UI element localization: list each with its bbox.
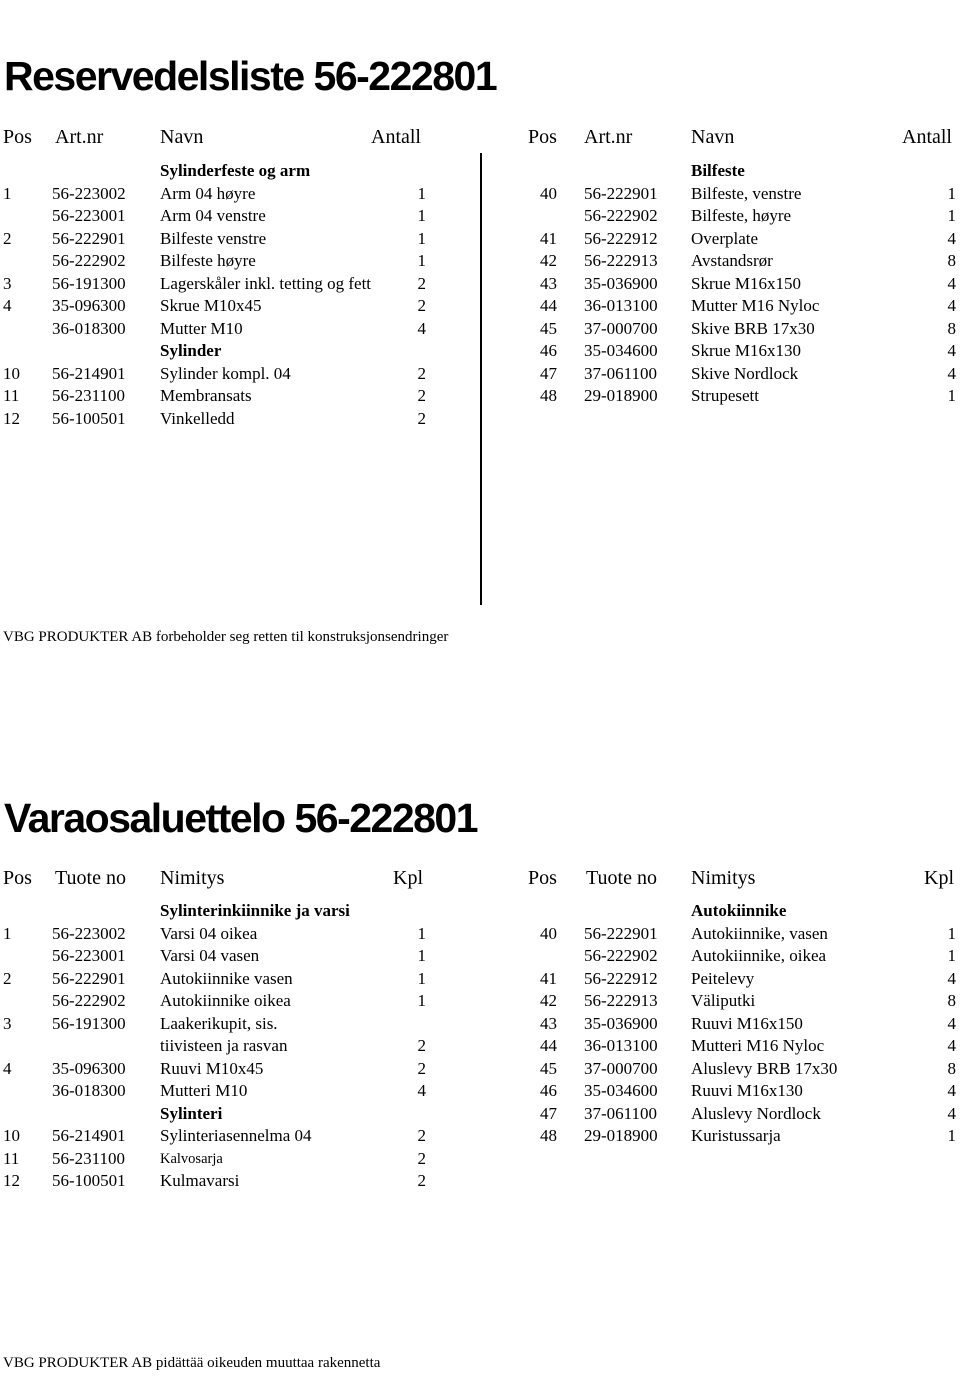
table-row bbox=[528, 923, 960, 946]
part-qty: 4 bbox=[947, 228, 956, 248]
part-qty: 4 bbox=[947, 273, 956, 293]
part-pos: 3 bbox=[3, 1013, 12, 1033]
part-name: Ruuvi M10x45 bbox=[160, 1058, 264, 1078]
header-qty: Kpl bbox=[393, 867, 423, 889]
part-name: Mutteri M10 bbox=[160, 1081, 248, 1100]
table-row bbox=[528, 273, 960, 296]
table-row bbox=[528, 205, 960, 228]
part-qty: 2 bbox=[417, 1036, 426, 1055]
table-row bbox=[528, 228, 960, 251]
header-qty: Antall bbox=[902, 126, 952, 148]
part-name: Mutter M16 Nyloc bbox=[691, 296, 820, 315]
part-qty: 4 bbox=[947, 363, 956, 383]
part-number: 56-223001 bbox=[52, 946, 126, 965]
part-number: 36-018300 bbox=[52, 318, 126, 338]
part-qty: 1 bbox=[947, 1126, 956, 1145]
header-name: Navn bbox=[160, 126, 204, 148]
group-heading bbox=[0, 160, 480, 183]
part-qty: 1 bbox=[947, 386, 956, 405]
part-number: 56-231100 bbox=[52, 386, 126, 405]
header-art: Tuote no bbox=[55, 867, 126, 889]
parts-table-left bbox=[0, 900, 480, 1193]
part-pos: 2 bbox=[3, 228, 12, 248]
part-name: Ruuvi M16x130 bbox=[691, 1081, 803, 1100]
table-row bbox=[0, 183, 480, 206]
part-name: Arm 04 høyre bbox=[160, 183, 256, 203]
part-number: 56-100501 bbox=[52, 1171, 126, 1190]
header-art: Art.nr bbox=[55, 126, 104, 148]
part-qty: 4 bbox=[417, 1081, 426, 1100]
table-row bbox=[528, 250, 960, 273]
table-row bbox=[528, 1103, 960, 1126]
group-name: Autokiinnike bbox=[691, 901, 787, 920]
part-number: 56-223001 bbox=[52, 206, 126, 225]
table-row bbox=[0, 1058, 480, 1081]
part-name: Kuristussarja bbox=[691, 1126, 781, 1145]
group-name: Sylinterinkiinnike ja varsi bbox=[160, 901, 350, 920]
table-row bbox=[0, 250, 480, 273]
part-number: 35-034600 bbox=[584, 1081, 658, 1100]
part-name: Laakerikupit, sis. bbox=[160, 1013, 278, 1033]
table-row bbox=[0, 408, 480, 431]
table-row bbox=[528, 340, 960, 363]
header-art: Tuote no bbox=[586, 867, 657, 889]
part-name: Membransats bbox=[160, 386, 252, 405]
part-pos: 40 bbox=[540, 923, 557, 943]
part-qty: 1 bbox=[417, 968, 426, 988]
footer-note-fi: VBG PRODUKTER AB pidättää oikeuden muuttaa rakennetta bbox=[3, 1355, 381, 1371]
table-row bbox=[0, 1125, 480, 1148]
part-name: Autokiinnike, vasen bbox=[691, 923, 828, 943]
part-name: Väliputki bbox=[691, 991, 756, 1010]
column-divider bbox=[480, 153, 482, 605]
header-qty: Antall bbox=[371, 126, 421, 148]
part-number: 56-191300 bbox=[52, 273, 126, 293]
group-heading bbox=[0, 900, 480, 923]
part-pos: 12 bbox=[3, 408, 20, 428]
part-number: 56-222901 bbox=[584, 183, 658, 203]
part-name: Kalvosarja bbox=[160, 1150, 223, 1167]
part-number: 37-000700 bbox=[584, 318, 658, 338]
part-name: Mutteri M16 Nyloc bbox=[691, 1036, 825, 1055]
part-pos: 42 bbox=[540, 251, 557, 270]
part-number: 56-222913 bbox=[584, 251, 658, 270]
group-name: Bilfeste bbox=[691, 161, 745, 180]
part-pos: 47 bbox=[540, 363, 557, 383]
part-number: 29-018900 bbox=[584, 1126, 658, 1145]
part-pos: 43 bbox=[540, 273, 557, 293]
table-row bbox=[528, 1013, 960, 1036]
parts-table-right bbox=[528, 160, 960, 408]
part-name: tiivisteen ja rasvan bbox=[160, 1036, 288, 1055]
part-name: Skrue M10x45 bbox=[160, 296, 262, 315]
column-headers bbox=[0, 867, 960, 897]
part-name: Ruuvi M16x150 bbox=[691, 1013, 803, 1033]
part-number: 36-018300 bbox=[52, 1081, 126, 1100]
table-row bbox=[0, 318, 480, 341]
part-name: Sylinteriasennelma 04 bbox=[160, 1126, 312, 1145]
part-number: 35-096300 bbox=[52, 296, 126, 315]
footer-note-no: VBG PRODUKTER AB forbeholder seg retten til konstruksjonsendringer bbox=[3, 629, 449, 645]
group-name: Sylinteri bbox=[160, 1103, 223, 1123]
part-number: 35-036900 bbox=[584, 1013, 658, 1033]
part-name: Aluslevy Nordlock bbox=[691, 1103, 821, 1123]
part-qty: 1 bbox=[417, 251, 426, 270]
table-row bbox=[528, 945, 960, 968]
part-number: 56-191300 bbox=[52, 1013, 126, 1033]
part-qty: 2 bbox=[417, 1148, 426, 1168]
part-name: Skive BRB 17x30 bbox=[691, 318, 815, 338]
table-row bbox=[0, 273, 480, 296]
table-row bbox=[528, 1125, 960, 1148]
table-row bbox=[0, 295, 480, 318]
part-number: 56-222902 bbox=[584, 206, 658, 225]
part-pos: 45 bbox=[540, 318, 557, 338]
group-name: Sylinderfeste og arm bbox=[160, 161, 311, 180]
part-name: Skrue M16x130 bbox=[691, 341, 802, 360]
part-qty: 1 bbox=[947, 183, 956, 203]
part-name: Bilfeste, venstre bbox=[691, 183, 802, 203]
part-qty: 4 bbox=[417, 318, 426, 338]
part-qty: 2 bbox=[417, 1171, 426, 1190]
header-name: Navn bbox=[691, 126, 735, 148]
table-row bbox=[528, 990, 960, 1013]
part-number: 56-222912 bbox=[584, 228, 658, 248]
table-row bbox=[0, 1148, 480, 1171]
table-row bbox=[528, 1080, 960, 1103]
part-name: Peitelevy bbox=[691, 968, 755, 988]
part-number: 56-222912 bbox=[584, 968, 658, 988]
parts-table-left bbox=[0, 160, 480, 430]
part-pos: 44 bbox=[540, 296, 557, 315]
part-qty: 1 bbox=[417, 206, 426, 225]
part-pos: 47 bbox=[540, 1103, 557, 1123]
part-pos: 41 bbox=[540, 968, 557, 988]
table-row bbox=[0, 1080, 480, 1103]
part-name: Bilfeste, høyre bbox=[691, 206, 792, 225]
part-name: Bilfeste høyre bbox=[160, 251, 256, 270]
part-name: Overplate bbox=[691, 228, 759, 248]
part-pos: 11 bbox=[3, 386, 20, 405]
part-number: 36-013100 bbox=[584, 296, 658, 315]
part-qty: 4 bbox=[947, 341, 956, 360]
table-row bbox=[528, 1035, 960, 1058]
part-pos: 48 bbox=[540, 1126, 557, 1145]
part-qty: 1 bbox=[417, 228, 426, 248]
parts-table-right bbox=[528, 900, 960, 1148]
part-name: Varsi 04 vasen bbox=[160, 946, 260, 965]
page-title-no: Reservedelsliste 56-222801 bbox=[4, 53, 497, 99]
part-qty: 4 bbox=[947, 1081, 956, 1100]
part-qty: 2 bbox=[417, 363, 426, 383]
header-pos: Pos bbox=[528, 126, 557, 148]
part-pos: 48 bbox=[540, 386, 557, 405]
part-number: 56-222901 bbox=[52, 228, 126, 248]
part-qty: 1 bbox=[417, 946, 426, 965]
part-number: 56-231100 bbox=[52, 1148, 126, 1168]
group-name: Sylinder bbox=[160, 341, 222, 360]
part-qty: 2 bbox=[417, 1126, 426, 1145]
part-name: Skrue M16x150 bbox=[691, 273, 802, 293]
part-qty: 8 bbox=[947, 1058, 956, 1078]
part-number: 35-034600 bbox=[584, 341, 658, 360]
part-number: 36-013100 bbox=[584, 1036, 658, 1055]
part-name: Sylinder kompl. 04 bbox=[160, 363, 291, 383]
header-name: Nimitys bbox=[691, 867, 756, 889]
part-name: Vinkelledd bbox=[160, 408, 235, 428]
part-number: 56-222902 bbox=[584, 946, 658, 965]
part-qty: 1 bbox=[417, 183, 426, 203]
header-pos: Pos bbox=[3, 867, 32, 889]
part-qty: 8 bbox=[947, 318, 956, 338]
header-name: Nimitys bbox=[160, 867, 225, 889]
table-row bbox=[528, 968, 960, 991]
group-heading bbox=[0, 340, 480, 363]
part-qty: 4 bbox=[947, 968, 956, 988]
part-name: Arm 04 venstre bbox=[160, 206, 266, 225]
part-qty: 2 bbox=[417, 273, 426, 293]
part-pos: 42 bbox=[540, 991, 557, 1010]
part-qty: 4 bbox=[947, 296, 956, 315]
group-heading bbox=[0, 1103, 480, 1126]
table-row bbox=[0, 923, 480, 946]
part-qty: 4 bbox=[947, 1036, 956, 1055]
part-name: Aluslevy BRB 17x30 bbox=[691, 1058, 838, 1078]
part-number: 56-222901 bbox=[52, 968, 126, 988]
part-pos: 4 bbox=[3, 1058, 12, 1078]
part-number: 37-061100 bbox=[584, 1103, 658, 1123]
part-qty: 1 bbox=[947, 206, 956, 225]
group-heading bbox=[528, 900, 960, 923]
table-row bbox=[528, 183, 960, 206]
part-number: 56-223002 bbox=[52, 923, 126, 943]
table-row bbox=[0, 228, 480, 251]
header-art: Art.nr bbox=[584, 126, 633, 148]
part-qty: 4 bbox=[947, 1103, 956, 1123]
part-pos: 46 bbox=[540, 1081, 557, 1100]
part-name: Autokiinnike vasen bbox=[160, 968, 293, 988]
part-number: 56-214901 bbox=[52, 363, 126, 383]
part-name: Kulmavarsi bbox=[160, 1171, 240, 1190]
group-heading bbox=[528, 160, 960, 183]
table-row bbox=[528, 1058, 960, 1081]
part-qty: 8 bbox=[947, 251, 956, 270]
part-qty: 1 bbox=[947, 923, 956, 943]
part-number: 37-000700 bbox=[584, 1058, 658, 1078]
table-row bbox=[0, 1170, 480, 1193]
part-name: Autokiinnike, oikea bbox=[691, 946, 827, 965]
part-pos: 12 bbox=[3, 1171, 20, 1190]
part-pos: 40 bbox=[540, 183, 557, 203]
table-row bbox=[0, 990, 480, 1013]
table-row bbox=[0, 1035, 480, 1058]
table-row bbox=[528, 363, 960, 386]
table-row bbox=[0, 205, 480, 228]
table-row bbox=[0, 1013, 480, 1036]
part-number: 29-018900 bbox=[584, 386, 658, 405]
part-name: Strupesett bbox=[691, 386, 759, 405]
table-row bbox=[0, 363, 480, 386]
header-pos: Pos bbox=[3, 126, 32, 148]
part-number: 37-061100 bbox=[584, 363, 658, 383]
part-qty: 2 bbox=[417, 386, 426, 405]
part-pos: 43 bbox=[540, 1013, 557, 1033]
part-number: 56-223002 bbox=[52, 183, 126, 203]
part-pos: 10 bbox=[3, 1126, 20, 1145]
table-row bbox=[0, 968, 480, 991]
part-number: 35-096300 bbox=[52, 1058, 126, 1078]
part-qty: 1 bbox=[417, 991, 426, 1010]
page-title-fi: Varaosaluettelo 56-222801 bbox=[4, 795, 478, 841]
part-pos: 1 bbox=[3, 183, 12, 203]
part-qty: 2 bbox=[417, 296, 426, 315]
part-number: 56-214901 bbox=[52, 1126, 126, 1145]
part-qty: 4 bbox=[947, 1013, 956, 1033]
part-pos: 11 bbox=[3, 1148, 20, 1168]
table-row bbox=[0, 945, 480, 968]
part-name: Skive Nordlock bbox=[691, 363, 799, 383]
part-number: 56-222901 bbox=[584, 923, 658, 943]
part-qty: 1 bbox=[947, 946, 956, 965]
part-name: Lagerskåler inkl. tetting og fett bbox=[160, 273, 372, 293]
part-qty: 2 bbox=[417, 1058, 426, 1078]
table-row bbox=[0, 385, 480, 408]
part-pos: 4 bbox=[3, 296, 12, 315]
part-pos: 1 bbox=[3, 923, 12, 943]
part-pos: 45 bbox=[540, 1058, 557, 1078]
header-qty: Kpl bbox=[924, 867, 954, 889]
table-row bbox=[528, 318, 960, 341]
part-pos: 44 bbox=[540, 1036, 557, 1055]
column-headers bbox=[0, 126, 960, 156]
table-row bbox=[528, 385, 960, 408]
part-number: 56-222913 bbox=[584, 991, 658, 1010]
part-pos: 46 bbox=[540, 341, 557, 360]
part-name: Mutter M10 bbox=[160, 318, 243, 338]
part-number: 35-036900 bbox=[584, 273, 658, 293]
part-pos: 10 bbox=[3, 363, 20, 383]
part-number: 56-100501 bbox=[52, 408, 126, 428]
part-pos: 3 bbox=[3, 273, 12, 293]
part-qty: 2 bbox=[417, 408, 426, 428]
part-pos: 2 bbox=[3, 968, 12, 988]
table-row bbox=[528, 295, 960, 318]
part-qty: 8 bbox=[947, 991, 956, 1010]
part-name: Bilfeste venstre bbox=[160, 228, 267, 248]
part-name: Autokiinnike oikea bbox=[160, 991, 291, 1010]
part-pos: 41 bbox=[540, 228, 557, 248]
part-number: 56-222902 bbox=[52, 251, 126, 270]
part-name: Avstandsrør bbox=[691, 251, 773, 270]
part-name: Varsi 04 oikea bbox=[160, 923, 258, 943]
part-number: 56-222902 bbox=[52, 991, 126, 1010]
header-pos: Pos bbox=[528, 867, 557, 889]
part-qty: 1 bbox=[417, 923, 426, 943]
